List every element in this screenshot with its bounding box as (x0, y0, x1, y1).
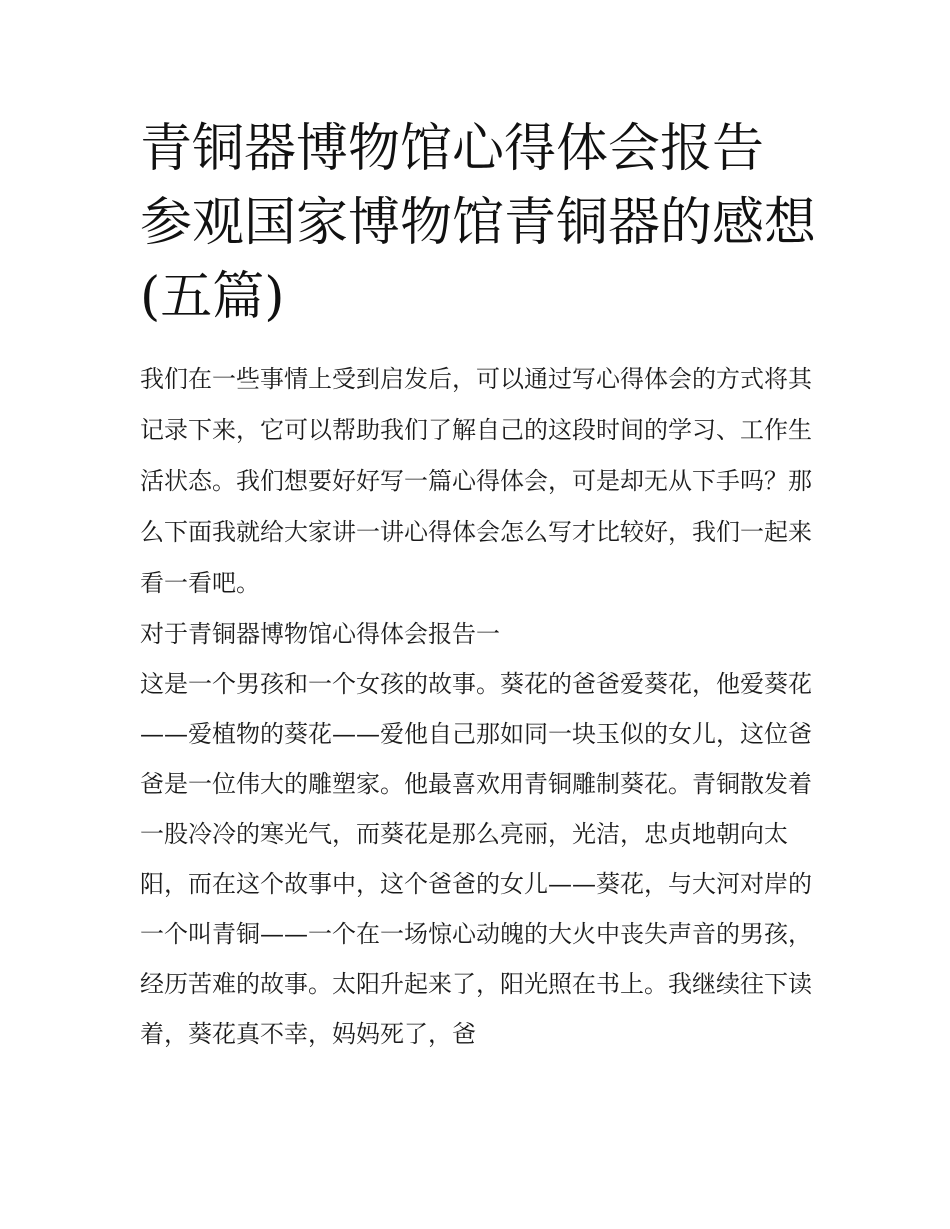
document-title: 青铜器博物馆心得体会报告 参观国家博物馆青铜器的感想(五篇) (140, 119, 817, 327)
section-heading: 对于青铜器博物馆心得体会报告一 (140, 620, 500, 648)
document-body (140, 354, 820, 1059)
story-paragraph-2: 阳，而在这个故事中，这个爸爸的女儿——葵花，与大河对岸的一个叫青铜——一个在一场惊心动魄的大火中丧失声音的男孩，经历苦难的故事。太阳升起来了，阳光照在书上。我继续往下读着，葵花真不幸，妈妈死了，爸 (140, 870, 812, 1048)
story-paragraph-1: 这是一个男孩和一个女孩的故事。葵花的爸爸爱葵花，他爱葵花——爱植物的葵花——爱他自己那如同一块玉似的女儿，这位爸爸是一位伟大的雕塑家。他最喜欢用青铜雕制葵花。青铜散发着一股冷冷的寒光气，而葵花是那么亮丽，光洁，忠贞地朝向太 (140, 670, 812, 848)
intro-paragraph: 我们在一些事情上受到启发后，可以通过写心得体会的方式将其记录下来，它可以帮助我们了解自己的这段时间的学习、工作生活状态。我们想要好好写一篇心得体会，可是却无从下手吗？那么下面我就给大家讲一讲心得体会怎么写才比较好，我们一起来看一看吧。 (140, 365, 812, 597)
